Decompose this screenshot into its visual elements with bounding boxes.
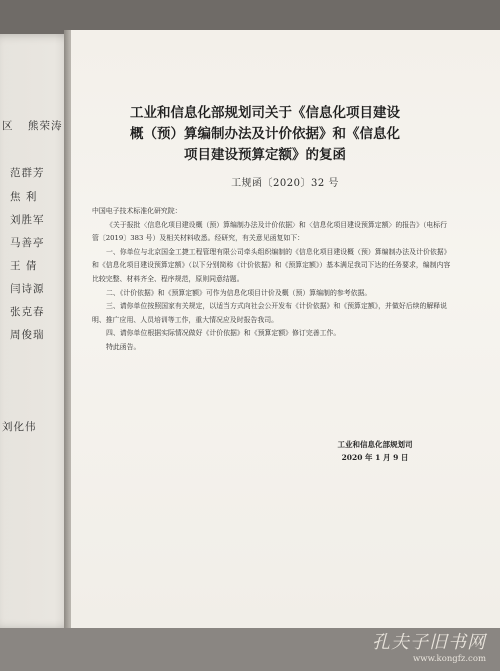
watermark-text: 孔夫子旧书网 — [372, 632, 486, 653]
title-line: 概（预）算编制办法及计价依据》和《信息化 — [130, 126, 400, 142]
body-paragraph: 二、《计价依据》和《预算定额》可作为信息化项目计价及概（预）算编制的参考依据。 — [106, 288, 372, 297]
title-line: 项目建设预算定额》的复函 — [184, 147, 346, 163]
left-page-name: 周俊瑞 — [10, 329, 45, 341]
signature-organization: 工业和信息化部规划司 — [337, 440, 413, 449]
left-page-name: 范群芳 — [10, 167, 45, 179]
left-page-name: 张克春 — [10, 306, 45, 318]
body-paragraph: 《关于报批〈信息化项目建设概（预）算编制办法及计价依据〉和〈信息化项目建设预算定额〉的报告》（电标行管〔2019〕383 号）及相关材料收悉。经研究，有关意见函复如下： — [92, 220, 448, 243]
body-paragraph: 四、请你单位根据实际情况做好《计价依据》和《预算定额》修订完善工作。 — [106, 329, 341, 338]
left-page-prefix: 区 — [2, 120, 14, 132]
left-page-name: 闫诗源 — [10, 283, 45, 295]
watermark — [372, 628, 486, 664]
left-page-name: 马善亭 — [10, 237, 45, 249]
document-body — [92, 205, 452, 355]
left-page-name: 刘胜军 — [10, 214, 45, 226]
left-page-name: 王 倩 — [10, 260, 38, 272]
watermark-url: www.kongfz.com — [413, 654, 486, 664]
signature-date: 2020 年 1 月 9 日 — [341, 453, 409, 462]
document-number: 工规函〔2020〕32 号 — [231, 178, 339, 189]
left-page-name: 刘化伟 — [2, 421, 37, 433]
left-page-name: 焦 利 — [10, 191, 38, 203]
body-paragraph: 三、请你单位按照国家有关规定，以适当方式向社会公开发布《计价依据》和《预算定额》，并做好后续的解释说明、推广应用、人员培训等工作，重大情况应及时报告我司。 — [92, 302, 448, 324]
body-paragraph: 一、你单位与北京国金工捷工程管理有限公司牵头组织编制的《信息化项目建设概（预）算编制办法及计价依据》和《信息化项目建设预算定额》（以下分别简称《计价依据》和《预算定额》）基本满足我司下达的任务要求，编制内容比较完整、材料齐全、程序规范，原则同意结题。 — [92, 247, 451, 283]
title-line: 工业和信息化部规划司关于《信息化项目建设 — [130, 105, 400, 121]
salutation: 中国电子技术标准化研究院： — [92, 207, 182, 215]
left-page-name: 熊荣涛 — [28, 120, 63, 132]
closing-line: 特此函告。 — [106, 342, 141, 351]
document-title — [110, 103, 420, 166]
